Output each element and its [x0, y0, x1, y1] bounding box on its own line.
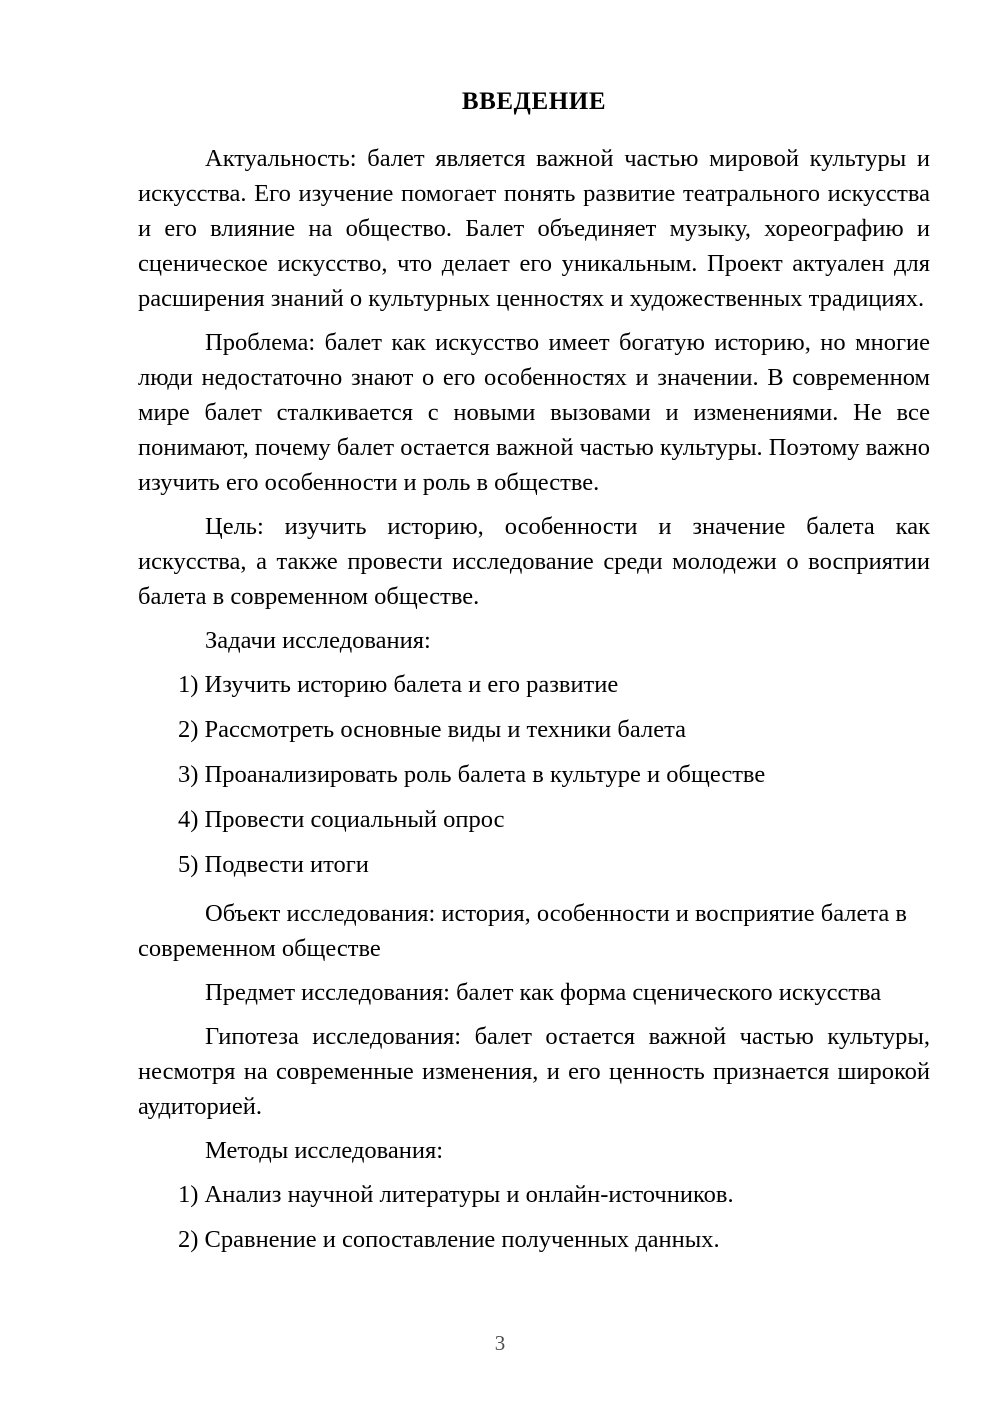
list-item: 5) Подвести итоги [178, 850, 369, 878]
paragraph-goal: Цель: изучить историю, особенности и значение балета как искусства, а также провести исследование среди молодежи о восприятии балета в современном обществе. [138, 512, 930, 610]
heading-methods: Методы исследования: [205, 1136, 444, 1164]
list-item: 4) Провести социальный опрос [178, 805, 505, 833]
paragraph-relevance: Актуальность: балет является важной частью мировой культуры и искусства. Его изучение помогает понять развитие театрального искусства и его влияние на общество. Балет объединяет музыку, хореографию и сценическое искусство, что делает его уникальным. Проект актуален для расширения знаний о культурных ценностях и художественных традициях. [138, 144, 930, 312]
paragraph-problem: Проблема: балет как искусство имеет богатую историю, но многие люди недостаточно знают о его особенностях и значении. В современном мире балет сталкивается с новыми вызовами и изменениями. Не все понимают, почему балет остается важной частью культуры. Поэтому важно изучить его особенности и роль в обществе. [138, 328, 930, 496]
list-item: 2) Сравнение и сопоставление полученных данных. [178, 1225, 720, 1253]
document-body [138, 86, 930, 1267]
heading-tasks: Задачи исследования: [205, 626, 431, 654]
page-number: 3 [494, 1331, 506, 1355]
list-item: 2) Рассмотреть основные виды и техники балета [178, 715, 686, 743]
list-item: 1) Анализ научной литературы и онлайн-источников. [178, 1180, 734, 1208]
list-item: 1) Изучить историю балета и его развитие [178, 670, 619, 698]
paragraph-subject: Предмет исследования: балет как форма сценического искусства [205, 978, 882, 1006]
list-item: 3) Проанализировать роль балета в культуре и обществе [178, 760, 766, 788]
paragraph-hypothesis: Гипотеза исследования: балет остается важной частью культуры, несмотря на современные изменения, и его ценность признается широкой аудиторией. [138, 1022, 930, 1120]
paragraph-object: Объект исследования: история, особенности и восприятие балета в современном обществе [138, 899, 907, 962]
page-title: ВВЕДЕНИЕ [461, 88, 607, 115]
methods-list [138, 1177, 930, 1257]
tasks-list [138, 667, 930, 882]
